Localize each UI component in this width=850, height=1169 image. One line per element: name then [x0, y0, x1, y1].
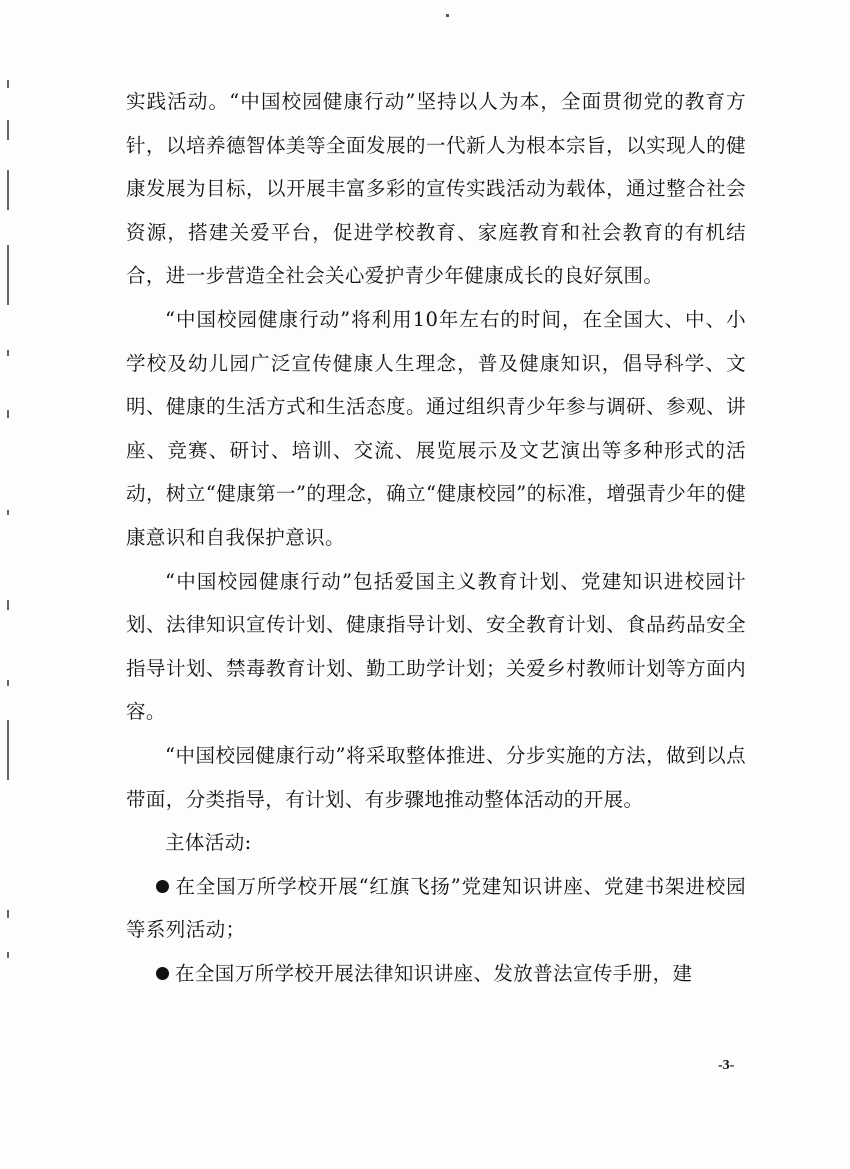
paragraph-1: 实践活动。“中国校园健康行动”坚持以人为本，全面贯彻党的教育方针，以培养德智体美等全面发展的一代新人为根本宗旨，以实现人的健康发展为目标，以开展丰富多彩的宣传实践活动为载体，通过整合社会资源，搭建关爱平台，促进学校教育、家庭教育和社会教育的有机结合，进一步营造全社会关心爱护青少年健康成长的良好氛围。: [126, 90, 746, 288]
binding-edge-marks: [7, 80, 11, 980]
page-number: -3-: [718, 1058, 735, 1073]
bullet-dot-icon: [156, 967, 169, 980]
paragraph-4: “中国校园健康行动”将采取整体推进、分步实施的方法，做到以点带面，分类指导，有计划、有步骤地推动整体活动的开展。: [126, 743, 746, 811]
paragraph-2: “中国校园健康行动”将利用10年左右的时间，在全国大、中、小学校及幼儿园广泛宣传健康人生理念，普及健康知识，倡导科学、文明、健康的生活方式和生活态度。通过组织青少年参与调研、参观、讲座、竞赛、研讨、培训、交流、展览展示及文艺演出等多种形式的活动，树立“健康第一”的理念，确立“健康校园”的标准，增强青少年的健康意识和自我保护意识。: [126, 307, 746, 549]
scan-speck: [446, 14, 449, 17]
document-body: [126, 80, 746, 995]
bullet-dot-icon: [156, 880, 169, 893]
bullet-text-2: 在全国万所学校开展法律知识讲座、发放普法宣传手册，建: [175, 961, 693, 985]
bullet-text-1: 在全国万所学校开展“红旗飞扬”党建知识讲座、党建书架进校园等系列活动；: [126, 874, 746, 942]
section-heading: 主体活动:: [165, 831, 252, 855]
bullet-item-1: [126, 865, 746, 952]
paragraph-3: “中国校园健康行动”包括爱国主义教育计划、党建知识进校园计划、法律知识宣传计划、健康指导计划、安全教育计划、食品药品安全指导计划、禁毒教育计划、勤工助学计划；关爱乡村教师计划等方面内容。: [126, 569, 746, 724]
bullet-item-2: [126, 952, 746, 996]
